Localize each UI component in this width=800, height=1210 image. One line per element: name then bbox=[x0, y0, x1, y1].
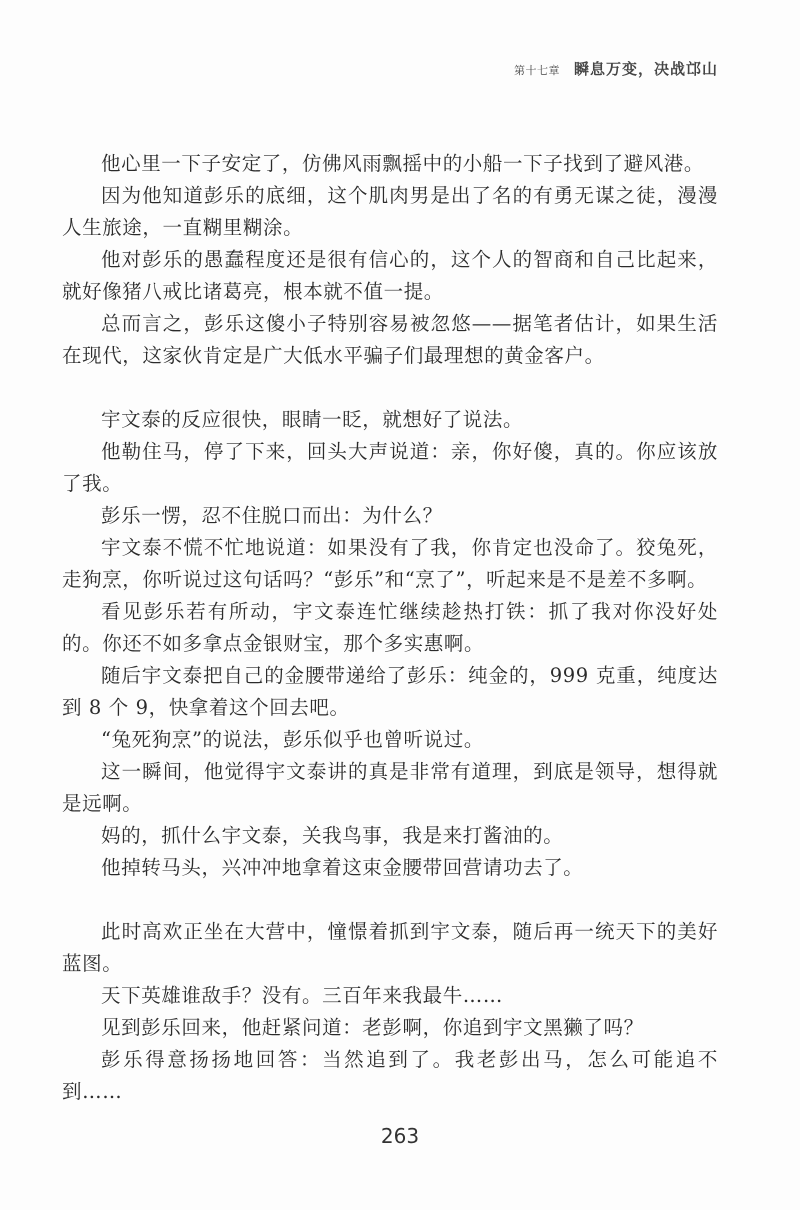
chapter-number: 第十七章 bbox=[513, 64, 560, 77]
section-break bbox=[62, 884, 718, 916]
chapter-title: 瞬息万变，决战邙山 bbox=[573, 60, 718, 78]
paragraph: 他掉转马头，兴冲冲地拿着这束金腰带回营请功去了。 bbox=[101, 856, 584, 879]
paragraph: 他对彭乐的愚蠢程度还是很有信心的，这个人的智商和自己比起来，就好像猪八戒比诸葛亮，根本就不值一提。 bbox=[62, 248, 718, 303]
paragraph: 妈的，抓什么宇文泰，关我鸟事，我是来打酱油的。 bbox=[101, 824, 564, 847]
paragraph: 这一瞬间，他觉得宇文泰讲的真是非常有道理，到底是领导，想得就是远啊。 bbox=[62, 760, 718, 815]
paragraph: 天下英雄谁敌手？没有。三百年来我最牛…… bbox=[101, 984, 504, 1007]
paragraph: 彭乐一愣，忍不住脱口而出：为什么？ bbox=[101, 504, 443, 527]
paragraph: 他勒住马，停了下来，回头大声说道：亲，你好傻，真的。你应该放了我。 bbox=[62, 440, 718, 495]
running-header bbox=[514, 58, 718, 79]
paragraph: 随后宇文泰把自己的金腰带递给了彭乐：纯金的，999 克重，纯度达到 8 个 9，快拿着这个回去吧。 bbox=[62, 664, 718, 719]
paragraph: 宇文泰不慌不忙地说道：如果没有了我，你肯定也没命了。狡兔死，走狗烹，你听说过这句话吗？“彭乐”和“烹了”，听起来是不是差不多啊。 bbox=[62, 536, 718, 591]
page-number: 263 bbox=[380, 1124, 420, 1148]
paragraph: “兔死狗烹”的说法，彭乐似乎也曾听说过。 bbox=[101, 728, 484, 751]
section-break bbox=[62, 372, 718, 404]
paragraph: 此时高欢正坐在大营中，憧憬着抓到宇文泰，随后再一统天下的美好蓝图。 bbox=[62, 920, 718, 975]
paragraph: 总而言之，彭乐这傻小子特别容易被忽悠——据笔者估计，如果生活在现代，这家伙肯定是广大低水平骗子们最理想的黄金客户。 bbox=[62, 312, 718, 367]
paragraph: 宇文泰的反应很快，眼睛一眨，就想好了说法。 bbox=[101, 408, 524, 431]
paragraph: 因为他知道彭乐的底细，这个肌肉男是出了名的有勇无谋之徒，漫漫人生旅途，一直糊里糊涂。 bbox=[62, 184, 718, 239]
paragraph: 见到彭乐回来，他赶紧问道：老彭啊，你追到宇文黑獭了吗？ bbox=[101, 1016, 644, 1039]
paragraph: 他心里一下子安定了，仿佛风雨飘摇中的小船一下子找到了避风港。 bbox=[101, 152, 705, 175]
paragraph: 彭乐得意扬扬地回答：当然追到了。我老彭出马，怎么可能追不到…… bbox=[62, 1048, 718, 1103]
paragraph: 看见彭乐若有所动，宇文泰连忙继续趁热打铁：抓了我对你没好处的。你还不如多拿点金银财宝，那个多实惠啊。 bbox=[62, 600, 718, 655]
body-text bbox=[62, 148, 718, 1108]
